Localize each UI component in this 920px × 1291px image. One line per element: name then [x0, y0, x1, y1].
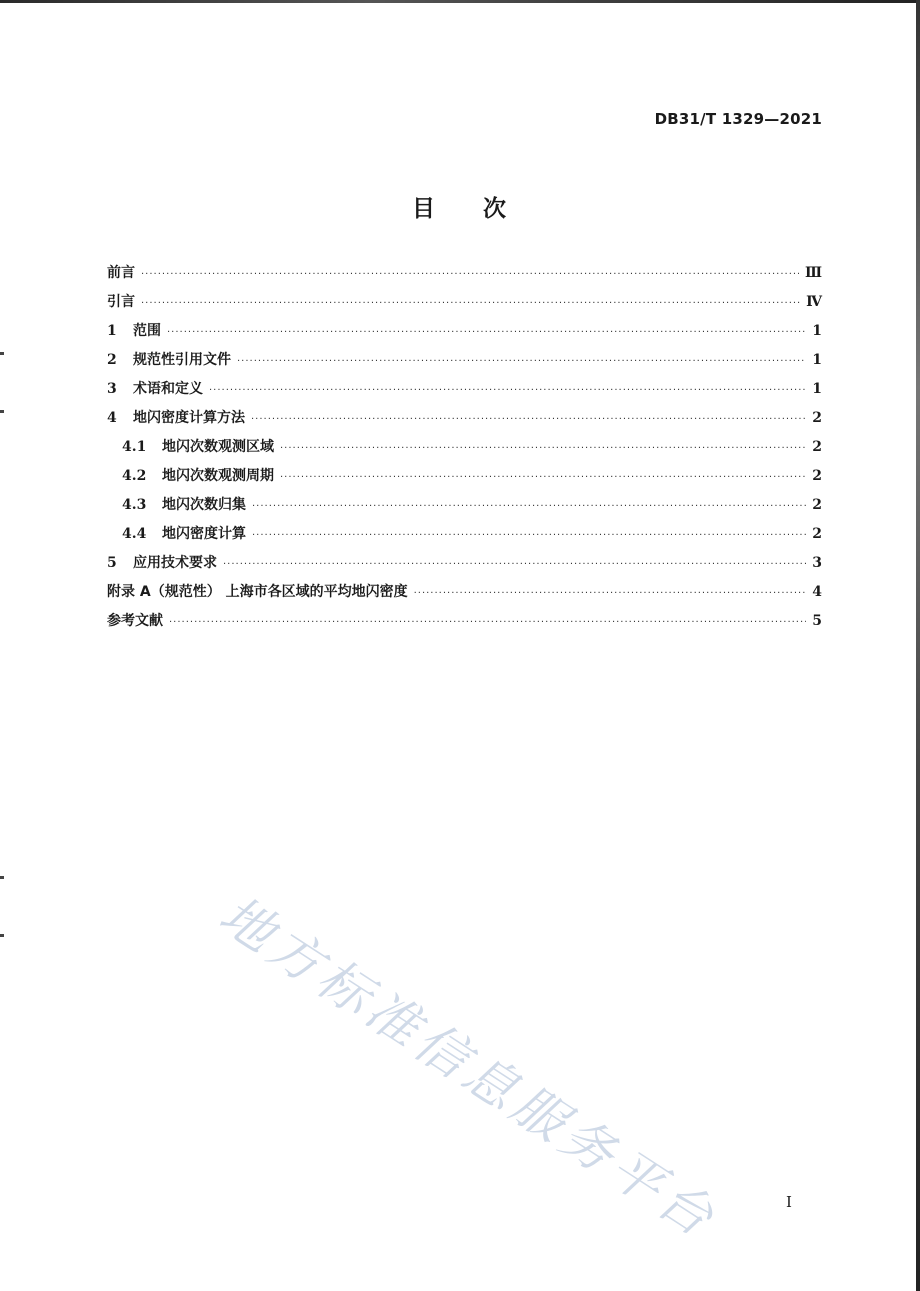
toc-entry-page: 1	[812, 323, 822, 339]
table-of-contents	[107, 262, 822, 639]
toc-entry-page: 2	[812, 410, 822, 426]
toc-entry-page: 5	[812, 613, 822, 629]
toc-entry-page: 2	[812, 468, 822, 484]
toc-entry-page: 2	[812, 526, 822, 542]
document-code: DB31/T 1329—2021	[654, 110, 822, 128]
toc-entry[interactable]	[107, 465, 822, 494]
toc-entry-number: 1	[107, 323, 117, 339]
toc-entry[interactable]	[107, 552, 822, 581]
toc-entry-label: 引言	[107, 294, 135, 310]
toc-dot-leader	[141, 268, 799, 282]
toc-entry-number: 3	[107, 381, 117, 397]
toc-entry[interactable]	[107, 291, 822, 320]
toc-entry-number: 2	[107, 352, 117, 368]
toc-entry-label: 术语和定义	[133, 381, 203, 397]
toc-entry-page: 1	[812, 381, 822, 397]
toc-entry-label: 附录 A（规范性） 上海市各区域的平均地闪密度	[107, 584, 408, 600]
toc-dot-leader	[251, 413, 806, 427]
toc-entry[interactable]	[107, 407, 822, 436]
toc-dot-leader	[280, 442, 806, 456]
watermark: 地方标准信息服务平台	[208, 884, 728, 1252]
margin-mark	[0, 410, 4, 413]
toc-entry-page: 1	[812, 352, 822, 368]
toc-title	[0, 190, 920, 223]
toc-dot-leader	[280, 471, 806, 485]
toc-entry-page: 3	[812, 555, 822, 571]
toc-entry-number: 4.3	[122, 497, 147, 513]
toc-entry-page: Ⅳ	[806, 294, 822, 310]
toc-entry-page: Ⅲ	[804, 265, 822, 281]
toc-entry-label: 参考文献	[107, 613, 163, 629]
toc-entry-label: 地闪次数观测区域	[162, 439, 274, 455]
toc-entry[interactable]	[107, 349, 822, 378]
margin-mark	[0, 876, 4, 879]
top-border	[0, 0, 920, 3]
toc-dot-leader	[414, 587, 806, 601]
toc-entry-label: 地闪次数观测周期	[162, 468, 274, 484]
toc-dot-leader	[237, 355, 806, 369]
toc-dot-leader	[141, 297, 800, 311]
toc-entry-number: 4	[107, 410, 117, 426]
toc-entry-number: 4.2	[122, 468, 147, 484]
toc-entry[interactable]	[107, 610, 822, 639]
margin-mark	[0, 352, 4, 355]
toc-entry-label: 前言	[107, 265, 135, 281]
toc-entry-page: 2	[812, 497, 822, 513]
toc-entry[interactable]	[107, 581, 822, 610]
toc-dot-leader	[252, 500, 806, 514]
toc-entry-label: 规范性引用文件	[133, 352, 231, 368]
toc-entry[interactable]	[107, 378, 822, 407]
toc-entry-label: 应用技术要求	[133, 555, 217, 571]
toc-entry-number: 4.4	[122, 526, 147, 542]
toc-entry-label: 范围	[133, 323, 161, 339]
margin-mark	[0, 934, 4, 937]
toc-title-right: 次	[483, 196, 508, 222]
toc-entry[interactable]	[107, 320, 822, 349]
toc-entry-label: 地闪次数归集	[162, 497, 246, 513]
toc-entry[interactable]	[107, 523, 822, 552]
toc-entry[interactable]	[107, 436, 822, 465]
toc-entry[interactable]	[107, 262, 822, 291]
toc-entry-page: 2	[812, 439, 822, 455]
toc-dot-leader	[167, 326, 806, 340]
toc-entry-number: 4.1	[122, 439, 147, 455]
toc-entry-label: 地闪密度计算方法	[133, 410, 245, 426]
toc-entry-number: 5	[107, 555, 117, 571]
toc-entry-label: 地闪密度计算	[162, 526, 246, 542]
toc-dot-leader	[209, 384, 806, 398]
toc-title-left: 目	[412, 196, 437, 222]
toc-dot-leader	[252, 529, 806, 543]
toc-entry-page: 4	[812, 584, 822, 600]
toc-entry[interactable]	[107, 494, 822, 523]
toc-dot-leader	[223, 558, 806, 572]
toc-dot-leader	[169, 616, 806, 630]
page-number: I	[786, 1193, 792, 1211]
